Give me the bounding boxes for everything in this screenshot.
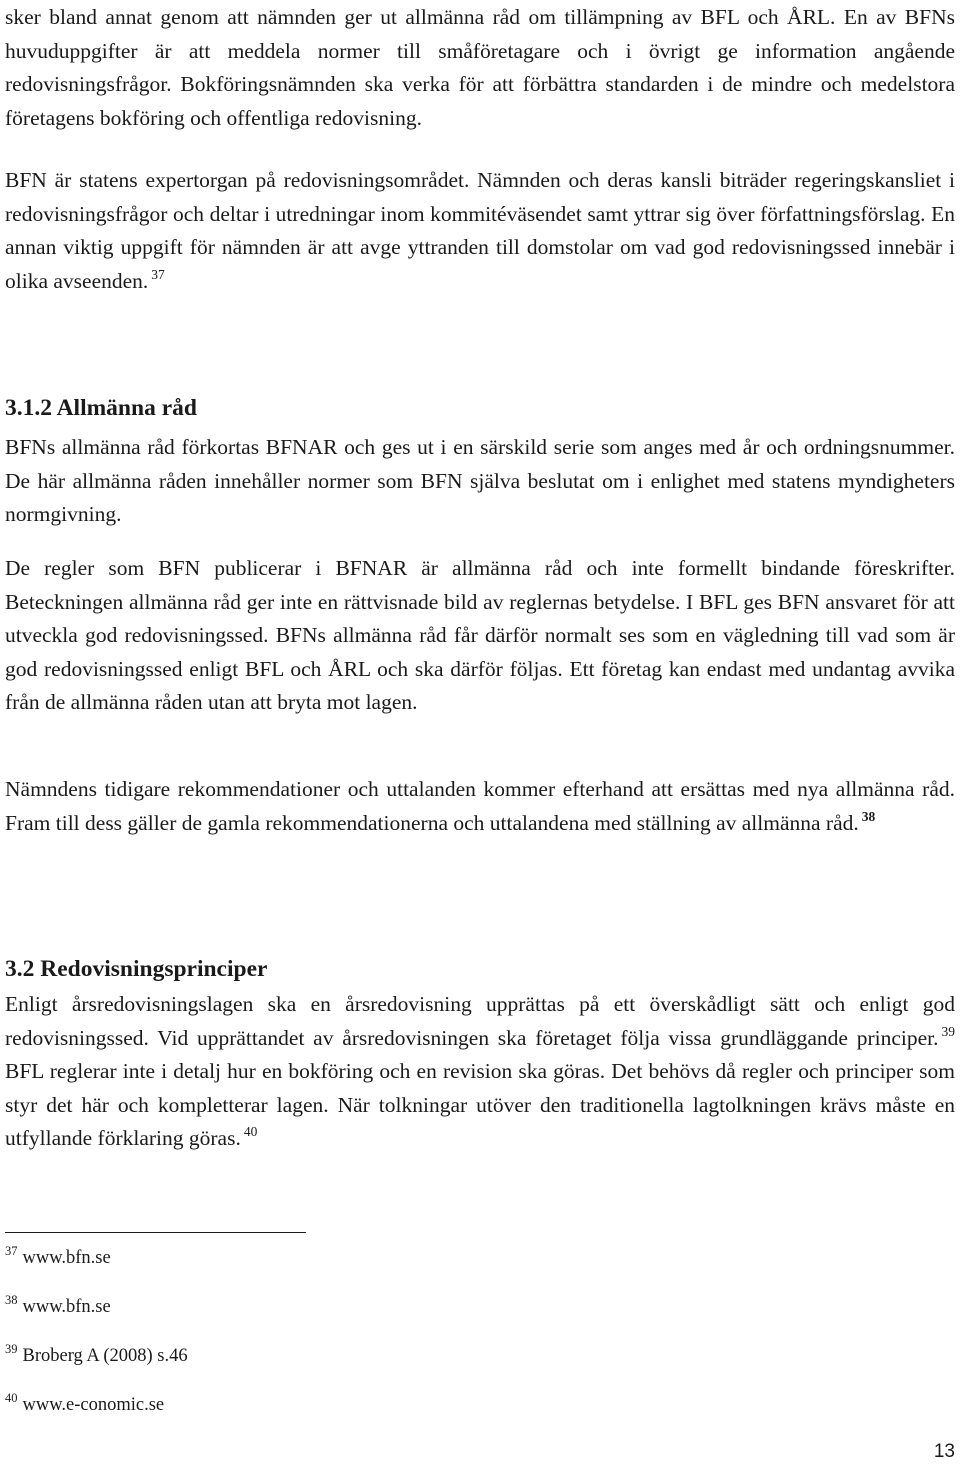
footnote-text: www.bfn.se — [22, 1297, 111, 1317]
paragraph-bfn-expert — [5, 164, 955, 298]
section-heading-redovisningsprinciper — [5, 952, 955, 986]
paragraph-bfn-role — [5, 1, 955, 135]
paragraph-text: BFN är statens expertorgan på redovisningsområdet. Nämnden och deras kansli biträder regeringskansliet i redovisningsfrågor och deltar i utredningar inom kommitéväsendet samt yttrar sig över författningsförslag. En annan viktig uppgift för nämnden är att avge yttranden till domstolar om vad god redovisningssed innebär i olika avseenden. — [5, 168, 955, 293]
footnote — [5, 1295, 111, 1319]
paragraph-principer — [5, 988, 955, 1156]
footnote-text: www.bfn.se — [22, 1248, 111, 1268]
paragraph-text: BFL reglerar inte i detalj hur en bokföring och en revision ska göras. Det behövs då regler och principer som styr det här och kompletterar lagen. När tolkningar utöver den traditionella lagtolkningen krävs måste en utfyllande förklaring göras. — [5, 1059, 955, 1151]
footnote-text: Broberg A (2008) s.46 — [22, 1346, 188, 1366]
page-number: 13 — [933, 1441, 955, 1462]
footnote-number: 37 — [5, 1244, 18, 1258]
footnote-separator — [5, 1232, 306, 1233]
paragraph-text: sker bland annat genom att nämnden ger ut allmänna råd om tillämpning av BFL och ÅRL. En av BFNs huvuduppgifter är att meddela normer till småföretagare och i övrigt ge information angående redovisningsfrågor. Bokföringsnämnden ska verka för att förbättra standarden i de mindre och medelstora företagens bokföring och offentliga redovisning. — [5, 5, 955, 130]
footnote-reference: 38 — [861, 808, 876, 824]
footnote-number: 39 — [5, 1342, 18, 1356]
footnote-reference: 37 — [151, 266, 165, 282]
section-heading: 3.2 Redovisningsprinciper — [5, 956, 268, 982]
section-heading: 3.1.2 Allmänna råd — [5, 395, 197, 421]
paragraph-text: Nämndens tidigare rekommendationer och uttalanden kommer efterhand att ersättas med nya allmänna råd. Fram till dess gäller de gamla rekommendationerna och uttalandena med ställning av allmänna råd. — [5, 777, 955, 835]
footnote-reference: 40 — [243, 1124, 258, 1140]
footnote-number: 40 — [5, 1391, 18, 1405]
footnote-number: 38 — [5, 1293, 18, 1307]
paragraph-text: Enligt årsredovisningslagen ska en årsredovisning upprättas på ett överskådligt sätt och enligt god redovisningssed. Vid upprättandet av årsredovisningen ska företaget följa vissa grundläggande principer. — [5, 992, 955, 1050]
footnote — [5, 1246, 111, 1270]
paragraph-text: BFNs allmänna råd förkortas BFNAR och ges ut i en särskild serie som anges med år och ordningsnummer. De här allmänna råden innehåller normer som BFN själva beslutat om i enlighet med statens myndigheters normgivning. — [5, 435, 955, 527]
footnote — [5, 1393, 164, 1417]
footnote — [5, 1344, 188, 1368]
footnote-text: www.e-conomic.se — [22, 1395, 165, 1415]
section-heading-allmanna-rad — [5, 391, 955, 425]
paragraph-rekommendationer — [5, 773, 955, 840]
paragraph-text: De regler som BFN publicerar i BFNAR är allmänna råd och inte formellt bindande föreskrifter. Beteckningen allmänna råd ger inte en rättvisnade bild av reglernas betydelse. I BFL ges BFN ansvaret för att utveckla god redovisningssed. BFNs allmänna råd får därför normalt ses som en vägledning till vad som är god redovisningssed enligt BFL och ÅRL och ska därför följas. Ett företag kan endast med undantag avvika från de allmänna råden utan att bryta mot lagen. — [5, 556, 955, 715]
paragraph-bfnar — [5, 431, 955, 532]
paragraph-regler — [5, 552, 955, 720]
footnote-reference: 39 — [941, 1023, 955, 1039]
